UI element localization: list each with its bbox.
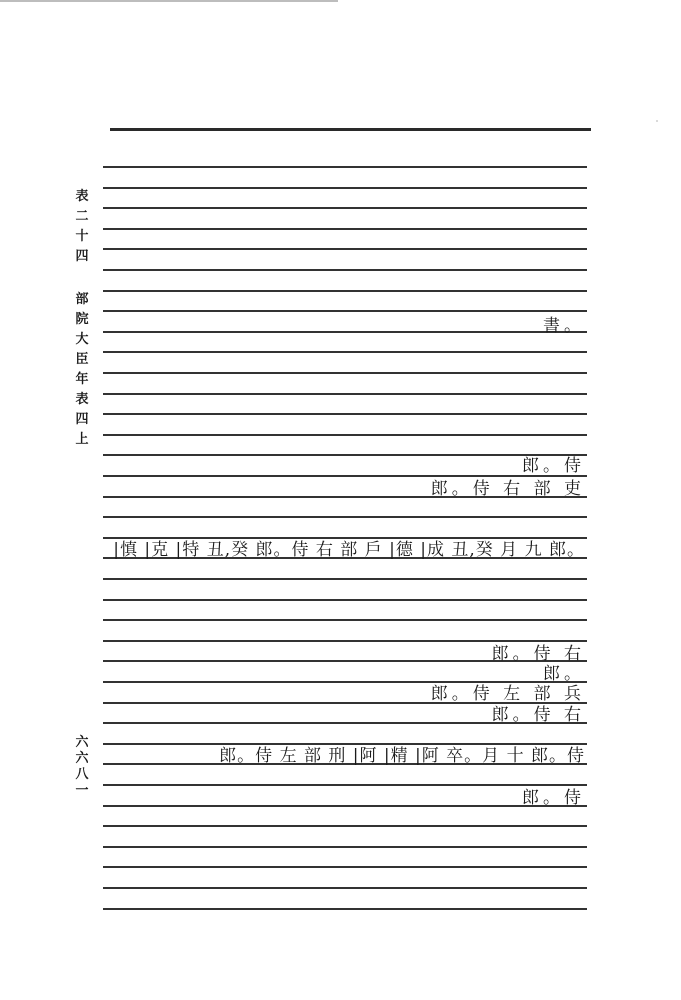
entry-appointment-row: |慎 |克 |特 丑,癸 郎。侍 右 部 戶 |德 |成 丑,癸 月 九 郎。 — [113, 540, 585, 560]
table-rule — [103, 805, 587, 807]
table-rule — [103, 619, 587, 621]
side-title-char: 二 — [75, 209, 89, 224]
table-rule — [103, 887, 587, 889]
header-rule — [110, 128, 591, 131]
side-title-char: 臣 — [75, 352, 89, 367]
table-rule — [103, 825, 587, 827]
table-rule — [103, 393, 587, 395]
table-rule — [103, 228, 587, 230]
page-number-char: 八 — [75, 767, 89, 782]
side-title-char: 表 — [75, 392, 89, 407]
entry-shu: 書。 — [543, 316, 585, 336]
table-rule — [103, 640, 587, 642]
table-rule — [103, 166, 587, 168]
entry-langshi-you-2: 郎。侍 右 — [491, 705, 585, 725]
table-rule — [103, 351, 587, 353]
page-number-char: 六 — [75, 735, 89, 750]
side-title-char: 院 — [75, 312, 89, 327]
entry-lang: 郎。 — [543, 664, 585, 684]
entry-xing-bu-row: 郎。侍 左 部 刑 |阿 |精 |阿 卒。月 十 郎。侍 — [219, 746, 585, 766]
table-rule — [103, 248, 587, 250]
table-rule — [103, 516, 587, 518]
side-title-char: 部 — [75, 292, 89, 307]
table-rule — [103, 207, 587, 209]
side-title-char: 表 — [75, 189, 89, 204]
page-number — [72, 735, 92, 799]
table-rule — [103, 908, 587, 910]
side-title-part-1 — [72, 187, 92, 267]
table-rule — [103, 475, 587, 477]
table-rule — [103, 537, 587, 539]
page-number-char: 一 — [75, 783, 89, 798]
table-rule — [103, 743, 587, 745]
table-rule — [103, 599, 587, 601]
side-title-char: 四 — [75, 412, 89, 427]
entry-bing-bu-zuo: 郎。侍 左 部 兵 — [430, 684, 585, 704]
page-top-rule — [0, 0, 338, 2]
table-rule — [103, 866, 587, 868]
side-title-char: 大 — [75, 332, 89, 347]
table-rule — [103, 372, 587, 374]
side-title-char: 年 — [75, 372, 89, 387]
entry-langshi-2: 郎。侍 — [522, 788, 585, 808]
table-rule — [103, 434, 587, 436]
page-number-char: 六 — [75, 751, 89, 766]
page-speck — [656, 120, 658, 122]
table-rule — [103, 290, 587, 292]
table-rule — [103, 578, 587, 580]
table-rule — [103, 681, 587, 683]
side-title-part-2 — [72, 290, 92, 450]
side-title-char: 十 — [75, 229, 89, 244]
side-title-char: 上 — [75, 432, 89, 447]
table-rule — [103, 846, 587, 848]
table-rule — [103, 310, 587, 312]
entry-langshi: 郎。侍 — [522, 456, 585, 476]
table-rule — [103, 413, 587, 415]
entry-langshi-you: 郎。侍 右 — [491, 644, 585, 664]
side-title-char: 四 — [75, 249, 89, 264]
table-rule — [103, 187, 587, 189]
entry-li-bu-you: 郎。侍 右 部 吏 — [430, 479, 585, 499]
table-rule — [103, 331, 587, 333]
table-rule — [103, 454, 587, 456]
table-rule — [103, 269, 587, 271]
table-rule — [103, 784, 587, 786]
